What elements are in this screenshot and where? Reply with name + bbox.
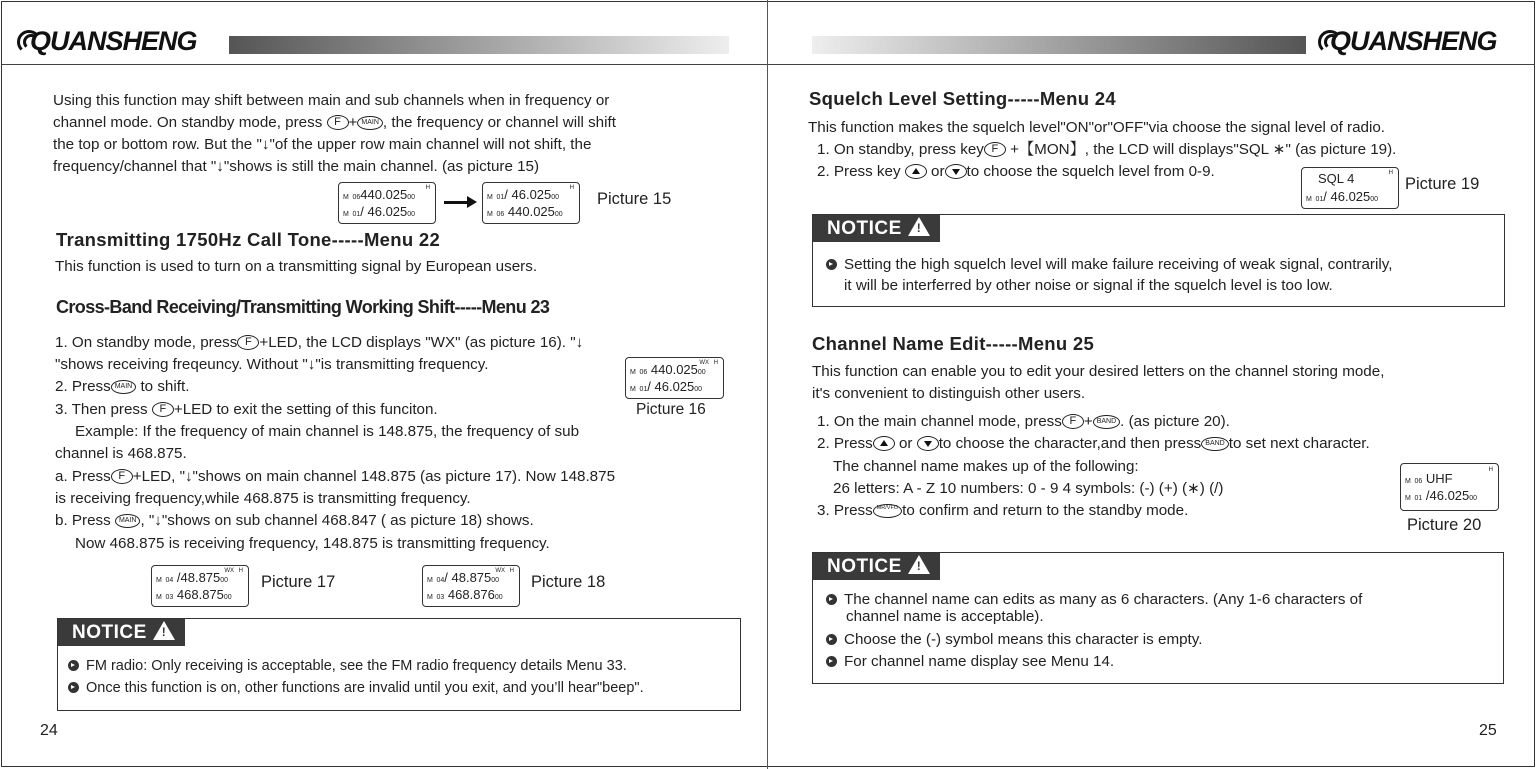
main-key-icon: MAIN	[115, 514, 141, 528]
menu-25-line: 26 letters: A - Z 10 numbers: 0 - 9 4 symbols: (-) (+) (∗) (/)	[833, 480, 1224, 497]
lcd-frequency: 48.875	[180, 570, 221, 585]
m-indicator: M	[630, 369, 636, 376]
text: +LED, the LCD displays "WX" (as picture 16). "↓	[259, 334, 584, 351]
menu-23-line	[55, 466, 615, 488]
h-indicator: H	[1488, 467, 1493, 473]
warning-icon	[153, 621, 175, 640]
picture-17-label: Picture 17	[261, 573, 336, 591]
menu-25-line: it's convenient to distinguish other users.	[812, 385, 1086, 402]
intro-text: , the frequency or channel will shift	[382, 114, 616, 131]
h-indicator: H	[713, 360, 718, 366]
text: a. Press	[55, 468, 111, 485]
text: to choose the squelch level from 0-9.	[966, 163, 1215, 180]
lcd-display-15b: H M 01/ 46.02500 M 06 440.02500	[482, 182, 580, 224]
lcd-decimal: 00	[1370, 196, 1379, 203]
header-bar	[229, 36, 729, 54]
lcd-decimal: 00	[407, 194, 416, 201]
lcd-decimal: 00	[223, 594, 232, 601]
text: 2. Press	[55, 378, 111, 395]
up-key-icon	[905, 164, 927, 179]
m-indicator: M	[156, 577, 162, 584]
brand-logo: QUANSHENG	[1330, 26, 1497, 56]
text: 3. Then press	[55, 401, 148, 418]
page-number: 25	[1479, 722, 1497, 739]
menu-23-line: channel is 468.875.	[55, 445, 187, 462]
text: Setting the high squelch level will make failure receiving of weak signal, contrarily,	[844, 256, 1393, 273]
picture-19-label: Picture 19	[1405, 175, 1480, 193]
lcd-decimal: 00	[554, 211, 563, 218]
lcd-decimal: 00	[1469, 495, 1478, 502]
lcd-decimal: 00	[491, 577, 500, 584]
channel-number: 04	[436, 577, 445, 584]
down-key-icon	[945, 164, 967, 179]
menu-23-line: is receiving frequency,while 468.875 is transmitting frequency.	[55, 490, 471, 507]
menu-23-line: Example: If the frequency of main channel is 148.875, the frequency of sub	[75, 423, 580, 440]
channel-number: 04	[165, 577, 174, 584]
main-key-icon: MAIN	[111, 380, 137, 394]
menu-23-line	[55, 332, 583, 354]
text: or	[931, 163, 945, 180]
lcd-frequency: 48.875	[451, 570, 492, 585]
header-rule	[2, 64, 767, 65]
menu-25-line	[817, 411, 1230, 433]
text: 2. Press key	[817, 163, 901, 180]
menu-23-line	[55, 399, 438, 421]
lcd-frequency: 46.025	[1330, 189, 1371, 204]
m-indicator: M	[343, 211, 349, 218]
intro-text: channel mode. On standby mode, press	[53, 114, 323, 131]
section-title-menu-24: Squelch Level Setting-----Menu 24	[809, 88, 1116, 109]
notice-box	[57, 618, 741, 711]
lcd-text: UHF	[1425, 471, 1453, 486]
picture-18-label: Picture 18	[531, 573, 606, 591]
lcd-decimal: 00	[220, 577, 229, 584]
section-title-menu-23: Cross-Band Receiving/Transmitting Working Shift-----Menu 23	[56, 297, 550, 317]
intro-line: Using this function may shift between main and sub channels when in frequency or	[53, 92, 610, 109]
m-indicator: M	[427, 577, 433, 584]
text: to choose the character,and then press	[938, 435, 1202, 452]
menu-23-line: "shows receiving freqeuncy. Without "↓"is transmitting frequency.	[55, 356, 489, 373]
brand-logo: QUANSHENG	[30, 26, 197, 56]
notice-item	[826, 254, 1392, 276]
m-indicator: M	[487, 211, 493, 218]
arrow-right-icon	[444, 201, 469, 204]
notice-item: it will be interferred by other noise or signal if the squelch level is too low.	[844, 277, 1333, 294]
h-indicator: H	[425, 185, 430, 191]
m-indicator: M	[487, 194, 493, 201]
text: . (as picture 20).	[1120, 413, 1230, 430]
intro-line: frequency/channel that "↓"shows is still the main channel. (as picture 15)	[53, 158, 540, 175]
notice-tag	[813, 215, 940, 242]
notice-box	[812, 214, 1505, 307]
text: Once this function is on, other functions are invalid until you exit, and you’ll hear"beep".	[86, 680, 644, 696]
lcd-decimal: 00	[407, 211, 416, 218]
lcd-display-17: WX H M 04 /48.87500 M 03 468.87500	[151, 565, 249, 607]
menu-24-line	[817, 161, 1215, 183]
text: For channel name display see Menu 14.	[844, 653, 1115, 670]
channel-number: 01	[639, 386, 648, 393]
menu-25-line: The channel name makes up of the following:	[833, 458, 1139, 475]
menu-24-line: This function makes the squelch level"ON"or"OFF"via choose the signal level of radio.	[808, 119, 1386, 136]
notice-item	[826, 651, 1114, 673]
f-key-icon: F	[327, 115, 349, 130]
text: +LED to exit the setting of this funciton.	[173, 401, 438, 418]
band-key-icon: BAND	[1201, 437, 1228, 451]
lcd-frequency: 46.025	[1429, 488, 1470, 503]
text: 1. On standby mode, press	[55, 334, 238, 351]
h-indicator: H	[238, 568, 243, 574]
picture-16-label: Picture 16	[636, 401, 706, 418]
text: or	[898, 435, 913, 452]
lcd-display-15a: H M 06440.02500 M 01/ 46.02500	[338, 182, 436, 224]
down-key-icon	[917, 436, 939, 451]
h-indicator: H	[1388, 170, 1393, 176]
channel-number: 06	[496, 211, 505, 218]
bullet-icon	[826, 594, 837, 605]
page-number: 24	[40, 722, 58, 739]
wx-indicator: WX	[224, 568, 234, 574]
menu-23-line	[55, 510, 534, 532]
lcd-display-18: WX H M 04/ 48.87500 M 03 468.87600	[422, 565, 520, 607]
menu-24-line	[817, 139, 1396, 161]
mr-vfo-key-icon: MR/VFO	[873, 504, 902, 518]
main-key-icon: MAIN	[357, 116, 383, 130]
m-indicator: M	[427, 594, 433, 601]
text: to set next character.	[1228, 435, 1370, 452]
picture-15-label: Picture 15	[597, 190, 672, 208]
section-title-menu-22: Transmitting 1750Hz Call Tone-----Menu 22	[56, 229, 441, 250]
warning-icon	[908, 217, 930, 236]
lcd-frequency: 468.875	[176, 587, 224, 602]
text: to confirm and return to the standby mode.	[902, 502, 1189, 519]
lcd-frequency: 46.025	[511, 187, 552, 202]
f-key-icon: F	[111, 469, 133, 484]
menu-22-text: This function is used to turn on a transmitting signal by European users.	[55, 258, 538, 275]
text: +LED, "↓"shows on main channel 148.875 (as picture 17). Now 148.875	[132, 468, 616, 485]
menu-25-line: This function can enable you to edit your desired letters on the channel storing mode,	[812, 363, 1385, 380]
lcd-frequency: 440.025	[507, 204, 555, 219]
m-indicator: M	[1306, 196, 1312, 203]
bullet-icon	[68, 660, 79, 671]
channel-number: 03	[436, 594, 445, 601]
channel-number: 01	[496, 194, 505, 201]
warning-icon	[908, 555, 930, 574]
page-divider	[767, 0, 768, 769]
m-indicator: M	[343, 194, 349, 201]
menu-25-line	[817, 433, 1370, 455]
plus-sign: +	[1083, 413, 1093, 430]
text: b. Press	[55, 512, 111, 529]
channel-number: 06	[1414, 478, 1423, 485]
header-bar	[812, 36, 1306, 54]
h-indicator: H	[509, 568, 514, 574]
text: , "↓"shows on sub channel 468.847 ( as picture 18) shows.	[140, 512, 534, 529]
channel-number: 01	[352, 211, 361, 218]
h-indicator: H	[569, 185, 574, 191]
intro-line	[53, 112, 616, 134]
lcd-display-19: H SQL 4 M 01/ 46.02500	[1301, 167, 1399, 209]
f-key-icon: F	[237, 335, 259, 350]
lcd-text: SQL 4	[1318, 171, 1355, 186]
text: +【MON】, the LCD will displays"SQL ∗" (as picture 19).	[1010, 141, 1397, 158]
menu-23-line: Now 468.875 is receiving frequency, 148.875 is transmitting frequency.	[75, 535, 550, 552]
band-key-icon: BAND	[1093, 415, 1120, 429]
bullet-icon	[68, 682, 79, 693]
lcd-decimal: 00	[551, 194, 560, 201]
text: Choose the (-) symbol means this character is empty.	[844, 631, 1203, 648]
lcd-frequency: 468.876	[447, 587, 495, 602]
lcd-decimal: 00	[494, 594, 503, 601]
channel-number: 01	[1315, 196, 1324, 203]
notice-title: NOTICE	[827, 218, 902, 239]
f-key-icon: F	[152, 402, 174, 417]
notice-item	[826, 629, 1202, 651]
bullet-icon	[826, 634, 837, 645]
text: The channel name can edits as many as 6 characters. (Any 1-6 characters of	[844, 591, 1363, 608]
picture-20-label: Picture 20	[1407, 516, 1482, 534]
header-rule	[768, 64, 1535, 65]
lcd-frequency: 46.025	[367, 204, 408, 219]
lcd-display-16: WX H M 06 440.02500 M 01/ 46.02500	[625, 357, 724, 399]
menu-25-line	[817, 500, 1188, 522]
text: 3. Press	[817, 502, 873, 519]
wx-indicator: WX	[699, 360, 709, 366]
lcd-decimal: 00	[697, 369, 706, 376]
text: FM radio: Only receiving is acceptable, see the FM radio frequency details Menu 33.	[86, 658, 627, 674]
notice-item	[68, 655, 627, 677]
notice-item: channel name is acceptable).	[846, 608, 1044, 625]
lcd-frequency: 440.025	[360, 187, 408, 202]
channel-number: 01	[1414, 495, 1423, 502]
channel-number: 03	[165, 594, 174, 601]
intro-line: the top or bottom row. But the "↓"of the upper row main channel will not shift, the	[53, 136, 592, 153]
lcd-display-20: H M 06 UHF M 01 /46.02500	[1400, 463, 1499, 511]
notice-box	[812, 552, 1504, 684]
plus-sign: +	[348, 114, 358, 131]
up-key-icon	[873, 436, 895, 451]
m-indicator: M	[630, 386, 636, 393]
f-key-icon: F	[1062, 414, 1084, 429]
channel-number: 06	[352, 194, 361, 201]
lcd-decimal: 00	[694, 386, 703, 393]
lcd-frequency: 46.025	[654, 379, 695, 394]
section-title-menu-25: Channel Name Edit-----Menu 25	[812, 333, 1095, 354]
wx-indicator: WX	[495, 568, 505, 574]
notice-tag	[58, 619, 185, 646]
bullet-icon	[826, 259, 837, 270]
text: to shift.	[140, 378, 190, 395]
text: 1. On standby, press key	[817, 141, 984, 158]
f-key-icon: F	[984, 142, 1006, 157]
m-indicator: M	[1405, 478, 1411, 485]
lcd-frequency: 440.025	[650, 362, 698, 377]
text: 2. Press	[817, 435, 873, 452]
notice-title: NOTICE	[72, 622, 147, 643]
m-indicator: M	[1405, 495, 1411, 502]
notice-tag	[813, 553, 940, 580]
text: 1. On the main channel mode, press	[817, 413, 1062, 430]
notice-title: NOTICE	[827, 556, 902, 577]
channel-number: 06	[639, 369, 648, 376]
notice-item	[68, 677, 644, 699]
menu-23-line	[55, 376, 189, 398]
m-indicator: M	[156, 594, 162, 601]
bullet-icon	[826, 656, 837, 667]
